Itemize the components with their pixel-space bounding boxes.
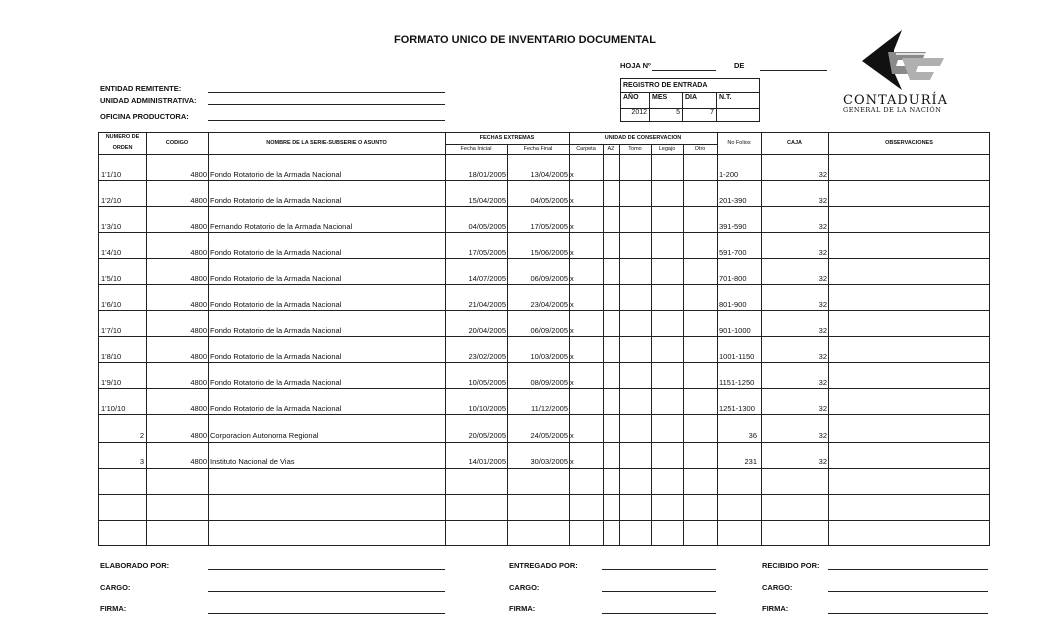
header-fecha-final: Fecha Final xyxy=(523,146,553,152)
cell-orden: 1'4/10 xyxy=(101,248,122,257)
cell-orden: 1'5/10 xyxy=(101,274,122,283)
cell-codigo: 4800 xyxy=(190,326,207,335)
registro-header-row xyxy=(621,93,759,109)
cargo-field-right[interactable] xyxy=(828,591,988,592)
cell-folios: 1251-1300 xyxy=(719,404,755,413)
col-divider xyxy=(761,133,762,545)
elaborado-label: ELABORADO POR: xyxy=(100,561,170,570)
cell-caja: 32 xyxy=(818,326,827,335)
cell-codigo: 4800 xyxy=(190,170,207,179)
header-unidad: UNIDAD DE CONSERVACION xyxy=(604,135,682,141)
header-orden: ORDEN xyxy=(112,145,133,151)
cell-codigo: 4800 xyxy=(190,378,207,387)
cell-orden: 1'2/10 xyxy=(101,196,122,205)
cell-orden: 3 xyxy=(139,457,144,466)
cell-fecha-inicial: 14/07/2005 xyxy=(468,274,506,283)
row-divider xyxy=(99,206,989,207)
header-otro: Otro xyxy=(694,146,706,152)
cell-carpeta: x xyxy=(570,196,574,205)
cell-fecha-final: 06/09/2005 xyxy=(530,326,568,335)
unidad-field[interactable] xyxy=(208,104,445,105)
cell-fecha-final: 06/09/2005 xyxy=(530,274,568,283)
cell-folios: 591-700 xyxy=(719,248,747,257)
row-divider xyxy=(99,232,989,233)
col-divider xyxy=(445,133,446,545)
anio-label: AÑO xyxy=(621,93,650,108)
cell-nombre: Instituto Nacional de Vias xyxy=(210,457,295,466)
row-divider xyxy=(99,414,989,415)
cell-fecha-final: 11/12/2005 xyxy=(531,404,568,413)
firma-field-left[interactable] xyxy=(208,613,445,614)
row-divider xyxy=(99,258,989,259)
col-divider xyxy=(569,133,570,545)
row-divider xyxy=(99,336,989,337)
cell-fecha-final: 04/05/2005 xyxy=(530,196,568,205)
row-divider xyxy=(99,388,989,389)
document-title: FORMATO UNICO DE INVENTARIO DOCUMENTAL xyxy=(394,34,656,46)
col-divider xyxy=(683,144,684,545)
cell-orden: 1'7/10 xyxy=(101,326,122,335)
cell-folios: 1-200 xyxy=(719,170,739,179)
cell-caja: 32 xyxy=(818,378,827,387)
cell-codigo: 4800 xyxy=(190,431,207,440)
hoja-field[interactable] xyxy=(652,70,716,71)
cell-nombre: Fondo Rotatorio de la Armada Nacional xyxy=(210,352,342,361)
cell-fecha-final: 15/06/2005 xyxy=(530,248,568,257)
cell-orden: 1'1/10 xyxy=(101,170,122,179)
cell-orden: 1'10/10 xyxy=(101,404,126,413)
cell-codigo: 4800 xyxy=(190,300,207,309)
dia-value: 7 xyxy=(683,108,717,122)
cell-carpeta: x xyxy=(570,300,574,309)
mes-label: MES xyxy=(650,93,683,108)
header-folios: No Folios xyxy=(727,140,751,146)
cell-caja: 32 xyxy=(818,457,827,466)
registro-value-row xyxy=(621,108,759,122)
cell-carpeta: x xyxy=(570,326,574,335)
cell-fecha-inicial: 14/01/2005 xyxy=(468,457,506,466)
header-az: AZ xyxy=(607,146,615,152)
entregado-field[interactable] xyxy=(602,569,716,570)
cell-codigo: 4800 xyxy=(190,352,207,361)
cell-caja: 32 xyxy=(818,431,827,440)
cell-codigo: 4800 xyxy=(190,248,207,257)
firma-label-middle: FIRMA: xyxy=(509,604,536,613)
row-divider xyxy=(99,442,989,443)
cargo-label-left: CARGO: xyxy=(100,583,131,592)
header-legajo: Legajo xyxy=(658,146,676,152)
cell-nombre: Fondo Rotatorio de la Armada Nacional xyxy=(210,274,342,283)
nt-label: N.T. xyxy=(719,94,732,101)
cell-orden: 1'9/10 xyxy=(101,378,122,387)
cell-caja: 32 xyxy=(818,404,827,413)
header-tomo: Tomo xyxy=(628,146,642,152)
cargo-label-right: CARGO: xyxy=(762,583,793,592)
cell-fecha-inicial: 20/04/2005 xyxy=(468,326,506,335)
col-divider xyxy=(828,133,829,545)
cell-carpeta: x xyxy=(570,352,574,361)
row-divider xyxy=(99,468,989,469)
header-carpeta: Carpeta xyxy=(576,146,596,152)
cell-fecha-inicial: 21/04/2005 xyxy=(468,300,506,309)
cell-fecha-inicial: 10/05/2005 xyxy=(468,378,506,387)
cell-carpeta: x xyxy=(570,431,574,440)
logo-name: CONTADURÍA xyxy=(843,93,949,108)
cell-fecha-inicial: 04/05/2005 xyxy=(468,222,506,231)
de-field[interactable] xyxy=(760,70,827,71)
recibido-label: RECIBIDO POR: xyxy=(762,561,820,570)
header-divider xyxy=(99,154,989,155)
cell-fecha-final: 08/09/2005 xyxy=(530,378,568,387)
cell-carpeta: x xyxy=(570,222,574,231)
cell-nombre: Fondo Rotatorio de la Armada Nacional xyxy=(210,196,342,205)
cell-fecha-inicial: 15/04/2005 xyxy=(468,196,506,205)
cell-fecha-final: 17/05/2005 xyxy=(530,222,568,231)
cell-folios: 391-590 xyxy=(719,222,747,231)
elaborado-field[interactable] xyxy=(208,569,445,570)
cell-folios: 801-900 xyxy=(719,300,747,309)
col-divider xyxy=(208,133,209,545)
registro-entrada-box xyxy=(620,78,760,122)
recibido-field[interactable] xyxy=(828,569,988,570)
cell-carpeta: x xyxy=(570,248,574,257)
cell-folios: 36 xyxy=(748,431,757,440)
cell-carpeta: x xyxy=(570,378,574,387)
cell-nombre: Fondo Rotatorio de la Armada Nacional xyxy=(210,326,342,335)
firma-label-right: FIRMA: xyxy=(762,604,789,613)
header-fechas: FECHAS EXTREMAS xyxy=(479,135,535,141)
cell-nombre: Fondo Rotatorio de la Armada Nacional xyxy=(210,248,342,257)
cell-nombre: Fondo Rotatorio de la Armada Nacional xyxy=(210,404,342,413)
header-codigo: CODIGO xyxy=(165,140,189,146)
cell-carpeta: x xyxy=(570,170,574,179)
cell-codigo: 4800 xyxy=(190,404,207,413)
cell-orden: 2 xyxy=(139,431,144,440)
cargo-field-middle[interactable] xyxy=(602,591,716,592)
cell-fecha-inicial: 17/05/2005 xyxy=(468,248,506,257)
cell-fecha-inicial: 10/10/2005 xyxy=(468,404,506,413)
cell-caja: 32 xyxy=(818,196,827,205)
cell-fecha-final: 13/04/2005 xyxy=(530,170,568,179)
hoja-label: HOJA Nº xyxy=(620,61,651,70)
cargo-label-middle: CARGO: xyxy=(509,583,540,592)
cell-nombre: Corporacion Autonoma Regional xyxy=(210,431,319,440)
cell-fecha-final: 10/03/2005 xyxy=(530,352,568,361)
row-divider xyxy=(99,520,989,521)
oficina-label: OFICINA PRODUCTORA: xyxy=(100,112,189,121)
logo-subtitle: GENERAL DE LA NACIÓN xyxy=(843,106,942,114)
cell-fecha-inicial: 18/01/2005 xyxy=(468,170,506,179)
registro-title: REGISTRO DE ENTRADA xyxy=(621,79,759,93)
header-nombre: NOMBRE DE LA SERIE-SUBSERIE O ASUNTO xyxy=(266,140,387,146)
col-divider xyxy=(619,144,620,545)
de-label: DE xyxy=(734,61,745,70)
cell-caja: 32 xyxy=(818,222,827,231)
cell-carpeta: x xyxy=(570,274,574,283)
cell-fecha-inicial: 23/02/2005 xyxy=(468,352,506,361)
cell-fecha-inicial: 20/05/2005 xyxy=(468,431,506,440)
col-divider xyxy=(717,133,718,545)
entidad-label: ENTIDAD REMITENTE: xyxy=(100,84,182,93)
header-observaciones: OBSERVACIONES xyxy=(885,140,933,146)
firma-field-middle[interactable] xyxy=(602,613,716,614)
entregado-label: ENTREGADO POR: xyxy=(509,561,578,570)
unidad-label: UNIDAD ADMINISTRATIVA: xyxy=(100,96,197,105)
dia-label: DIA xyxy=(683,93,717,108)
mes-value: 5 xyxy=(650,108,683,122)
cell-folios: 231 xyxy=(744,457,757,466)
nt-value xyxy=(717,108,760,122)
cell-folios: 1001-1150 xyxy=(719,352,755,361)
cell-folios: 901-1000 xyxy=(719,326,751,335)
col-divider xyxy=(651,144,652,545)
cell-fecha-final: 30/03/2005 xyxy=(530,457,568,466)
firma-field-right[interactable] xyxy=(828,613,988,614)
entidad-field[interactable] xyxy=(208,92,445,93)
cell-caja: 32 xyxy=(818,170,827,179)
cell-codigo: 4800 xyxy=(190,196,207,205)
oficina-field[interactable] xyxy=(208,120,445,121)
cell-folios: 201-390 xyxy=(719,196,747,205)
inventory-table xyxy=(98,132,990,546)
cargo-field-left[interactable] xyxy=(208,591,445,592)
cell-codigo: 4800 xyxy=(190,274,207,283)
header-caja: CAJA xyxy=(787,140,802,146)
col-divider xyxy=(146,133,147,545)
cell-codigo: 4800 xyxy=(190,457,207,466)
col-divider xyxy=(603,144,604,545)
cell-caja: 32 xyxy=(818,300,827,309)
subheader-divider xyxy=(445,144,717,145)
row-divider xyxy=(99,494,989,495)
row-divider xyxy=(99,284,989,285)
cell-nombre: Fondo Rotatorio de la Armada Nacional xyxy=(210,300,342,309)
cell-fecha-final: 23/04/2005 xyxy=(530,300,568,309)
row-divider xyxy=(99,362,989,363)
cell-caja: 32 xyxy=(818,248,827,257)
cell-nombre: Fondo Rotatorio de la Armada Nacional xyxy=(210,170,342,179)
cell-folios: 1151-1250 xyxy=(719,378,755,387)
cell-nombre: Fernando Rotatorio de la Armada Nacional xyxy=(210,222,353,231)
header-fecha-inicial: Fecha Inicial xyxy=(460,146,492,152)
firma-label-left: FIRMA: xyxy=(100,604,127,613)
anio-value: 2012 xyxy=(621,108,650,122)
cell-folios: 701-800 xyxy=(719,274,747,283)
cell-nombre: Fondo Rotatorio de la Armada Nacional xyxy=(210,378,342,387)
header-numero: NUMERO DE xyxy=(105,134,140,140)
cell-orden: 1'8/10 xyxy=(101,352,122,361)
row-divider xyxy=(99,310,989,311)
cell-orden: 1'3/10 xyxy=(101,222,122,231)
cell-orden: 1'6/10 xyxy=(101,300,122,309)
row-divider xyxy=(99,180,989,181)
cell-fecha-final: 24/05/2005 xyxy=(530,431,568,440)
cell-caja: 32 xyxy=(818,274,827,283)
contaduria-logo-icon xyxy=(858,28,950,90)
cell-caja: 32 xyxy=(818,352,827,361)
cell-carpeta: x xyxy=(570,457,574,466)
cell-codigo: 4800 xyxy=(190,222,207,231)
